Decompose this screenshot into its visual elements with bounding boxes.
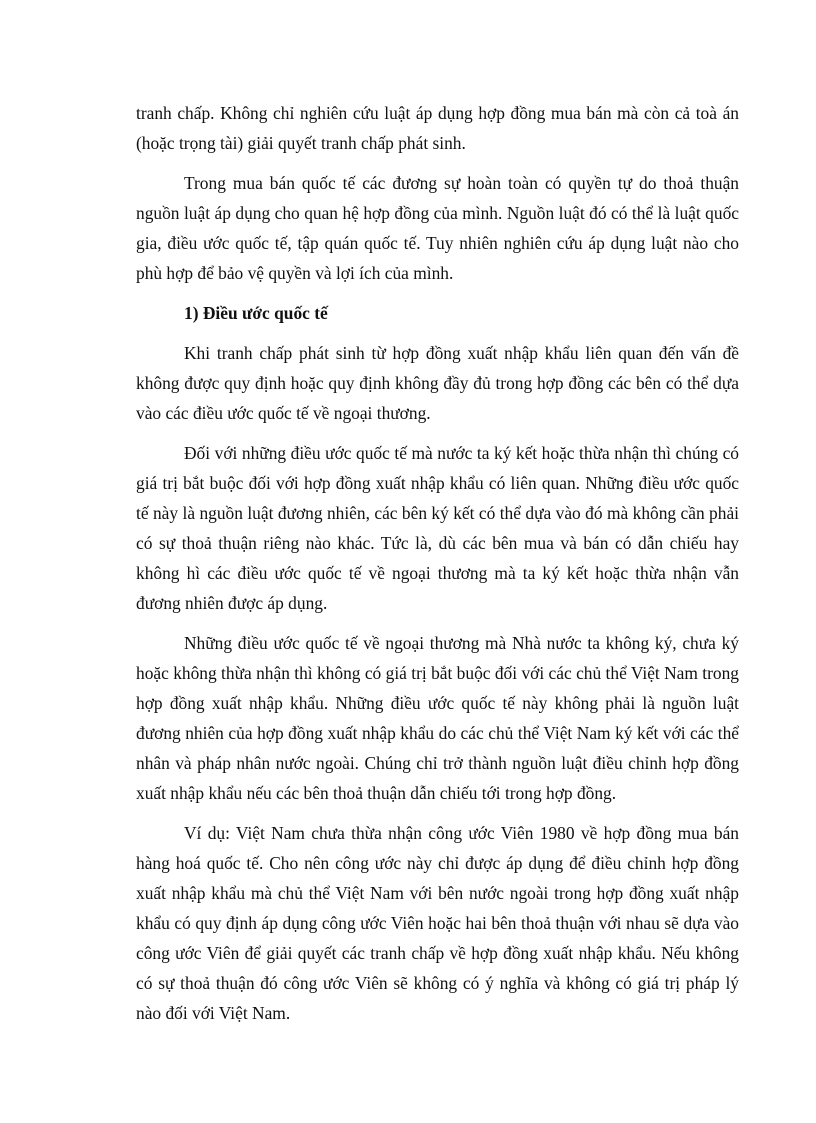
paragraph-vienna-example: Ví dụ: Việt Nam chưa thừa nhận công ước Viên 1980 về hợp đồng mua bán hàng hoá quốc tế. Cho nên công ước này chỉ được áp dụng để điều chỉnh hợp đồng xuất nhập khẩu mà chủ thể Việt Nam với bên nước ngoài trong hợp đồng xuất nhập khẩu có quy định áp dụng công ước Viên hoặc hai bên thoả thuận với nhau sẽ dựa vào công ước Viên để giải quyết các tranh chấp về hợp đồng xuất nhập khẩu. Nếu không có sự thoả thuận đó công ước Viên sẽ không có ý nghĩa và không có giá trị pháp lý nào đối với Việt Nam. — [136, 823, 739, 1023]
paragraph-choice-of-law: Trong mua bán quốc tế các đương sự hoàn toàn có quyền tự do thoả thuận nguồn luật áp dụng cho quan hệ hợp đồng của mình. Nguồn luật đó có thể là luật quốc gia, điều ước quốc tế, tập quán quốc tế. Tuy nhiên nghiên cứu áp dụng luật nào cho phù hợp để bảo vệ quyền và lợi ích của mình. — [136, 173, 739, 283]
document-page — [136, 98, 739, 1038]
paragraph-unratified-treaties: Những điều ước quốc tế về ngoại thương mà Nhà nước ta không ký, chưa ký hoặc không thừa nhận thì không có giá trị bắt buộc đối với các chủ thể Việt Nam trong hợp đồng xuất nhập khẩu. Những điều ước quốc tế này không phải là nguồn luật đương nhiên của hợp đồng xuất nhập khẩu do các chủ thể Việt Nam ký kết với các thể nhân và pháp nhân nước ngoài. Chúng chỉ trở thành nguồn luật điều chỉnh hợp đồng xuất nhập khẩu nếu các bên thoả thuận dẫn chiếu tới trong hợp đồng. — [136, 633, 739, 803]
paragraph-dispute-treaties: Khi tranh chấp phát sinh từ hợp đồng xuất nhập khẩu liên quan đến vấn đề không được quy định hoặc quy định không đầy đủ trong hợp đồng các bên có thể dựa vào các điều ước quốc tế về ngoại thương. — [136, 343, 739, 423]
section-heading-treaties: 1) Điều ước quốc tế — [184, 303, 328, 323]
paragraph-ratified-treaties: Đối với những điều ước quốc tế mà nước ta ký kết hoặc thừa nhận thì chúng có giá trị bắt buộc đối với hợp đồng xuất nhập khẩu có liên quan. Những điều ước quốc tế này là nguồn luật đương nhiên, các bên ký kết có thể dựa vào đó mà không cần phải có sự thoả thuận riêng nào khác. Tức là, dù các bên mua và bán có dẫn chiếu hay không hì các điều ước quốc tế về ngoại thương mà ta ký kết hoặc thừa nhận vẫn đương nhiên được áp dụng. — [136, 443, 739, 613]
paragraph-continuation: tranh chấp. Không chỉ nghiên cứu luật áp dụng hợp đồng mua bán mà còn cả toà án (hoặc trọng tài) giải quyết tranh chấp phát sinh. — [136, 103, 739, 153]
